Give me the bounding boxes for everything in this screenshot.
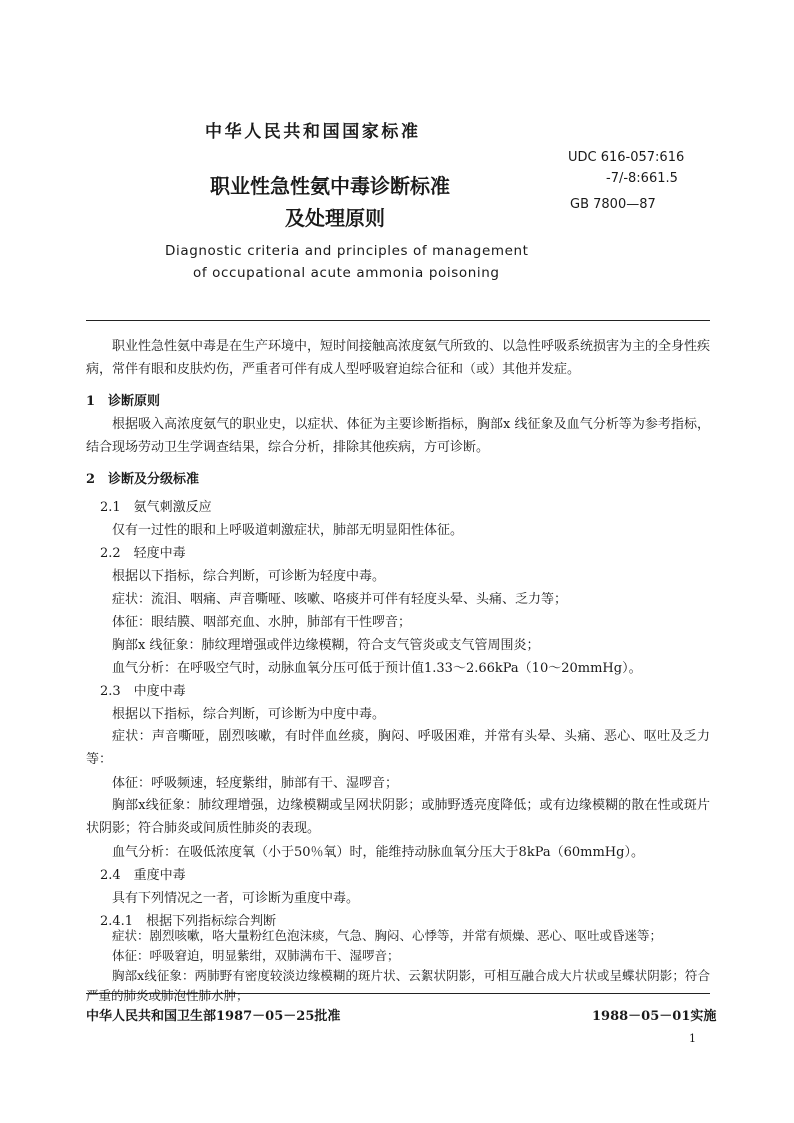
english-title-line2: of occupational acute ammonia poisoning — [193, 265, 500, 281]
section-2-3-line: 血气分析：在吸低浓度氧（小于50％氧）时，能维持动脉血氧分压大于8kPa（60mmHg）。 — [112, 845, 644, 860]
section-2-3-line: 胸部x线征象：肺纹理增强，边缘模糊或呈网状阴影；或肺野透亮度降低；或有边缘模糊的散在性或斑片状阴影；符合肺炎或间质性肺炎的表现。 — [86, 798, 710, 836]
section-2-3-line: 体征：呼吸频速，轻度紫绀，肺部有干、湿啰音； — [112, 776, 399, 791]
approval-date: 中华人民共和国卫生部1987－05－25批准 — [86, 1009, 341, 1024]
section-2-3-heading: 2.3 中度中毒 — [100, 684, 186, 699]
section-2-3-line: 根据以下指标，综合判断，可诊断为中度中毒。 — [112, 707, 386, 722]
section-2-2-line: 根据以下指标，综合判断，可诊断为轻度中毒。 — [112, 569, 386, 584]
header-divider — [86, 320, 710, 321]
section-1-heading: 1 诊断原则 — [86, 394, 161, 409]
english-title-line1: Diagnostic criteria and principles of management — [165, 243, 529, 259]
section-2-4-heading: 2.4 重度中毒 — [100, 868, 186, 883]
section-2-3-line: 症状：声音嘶哑，剧烈咳嗽，有时伴血丝痰，胸闷、呼吸困难，并常有头晕、头痛、恶心、呕吐及乏力等： — [86, 729, 710, 767]
udc-code-line1: UDC 616-057:616 — [568, 150, 685, 165]
section-2-1-heading: 2.1 氨气刺激反应 — [100, 500, 212, 515]
section-2-4-line: 具有下列情况之一者，可诊断为重度中毒。 — [112, 891, 360, 906]
section-2-4-line: 体征：呼吸窘迫，明显紫绀，双肺满布干、湿啰音； — [112, 948, 400, 963]
section-2-2-line: 血气分析：在呼吸空气时，动脉血氧分压可低于预计值1.33～2.66kPa（10～20mmHg）。 — [112, 661, 642, 676]
section-2-2-line: 体征：眼结膜、咽部充血、水肿，肺部有干性啰音； — [112, 615, 412, 630]
section-2-2-line: 症状：流泪、咽痛、声音嘶哑、咳嗽、咯痰并可伴有轻度头晕、头痛、乏力等； — [112, 592, 568, 607]
gb-code: GB 7800—87 — [570, 197, 656, 212]
page-title-line2: 及处理原则 — [285, 206, 385, 230]
intro-paragraph: 职业性急性氨中毒是在生产环境中，短时间接触高浓度氨气所致的、以急性呼吸系统损害为主的全身性疾病，常伴有眼和皮肤灼伤，严重者可伴有成人型呼吸窘迫综合征和（或）其他并发症。 — [86, 339, 711, 377]
section-2-2-line: 胸部x 线征象：肺纹理增强或伴边缘模糊，符合支气管炎或支气管周围炎； — [112, 638, 540, 653]
section-2-4-1-heading: 2.4.1 根据下列指标综合判断 — [100, 914, 277, 929]
section-2-2-heading: 2.2 轻度中毒 — [100, 546, 186, 561]
page-number: 1 — [689, 1032, 696, 1045]
section-2-heading: 2 诊断及分级标准 — [86, 472, 200, 487]
udc-code-line2: -7/-8:661.5 — [606, 171, 678, 186]
section-2-1-body: 仅有一过性的眼和上呼吸道刺激症状，肺部无明显阳性体征。 — [112, 523, 464, 538]
standard-name: 中华人民共和国国家标准 — [205, 122, 421, 142]
section-1-body: 根据吸入高浓度氨气的职业史，以症状、体征为主要诊断指标，胸部x 线征象及血气分析等为参考指标，结合现场劳动卫生学调查结果，综合分析，排除其他疾病，方可诊断。 — [86, 417, 710, 455]
section-2-4-line: 症状：剧烈咳嗽，咯大量粉红色泡沫痰，气急、胸闷、心悸等，并常有烦燥、恶心、呕吐或昏迷等； — [112, 928, 663, 943]
page-title: 职业性急性氨中毒诊断标准 — [210, 174, 450, 198]
section-2-4-line: 胸部x线征象：两肺野有密度较淡边缘模糊的斑片状、云絮状阴影，可相互融合成大片状或呈蝶状阴影；符合严重的肺炎或肺泡性肺水肿； — [86, 968, 710, 1003]
effective-date: 1988－05－01实施 — [592, 1009, 717, 1024]
